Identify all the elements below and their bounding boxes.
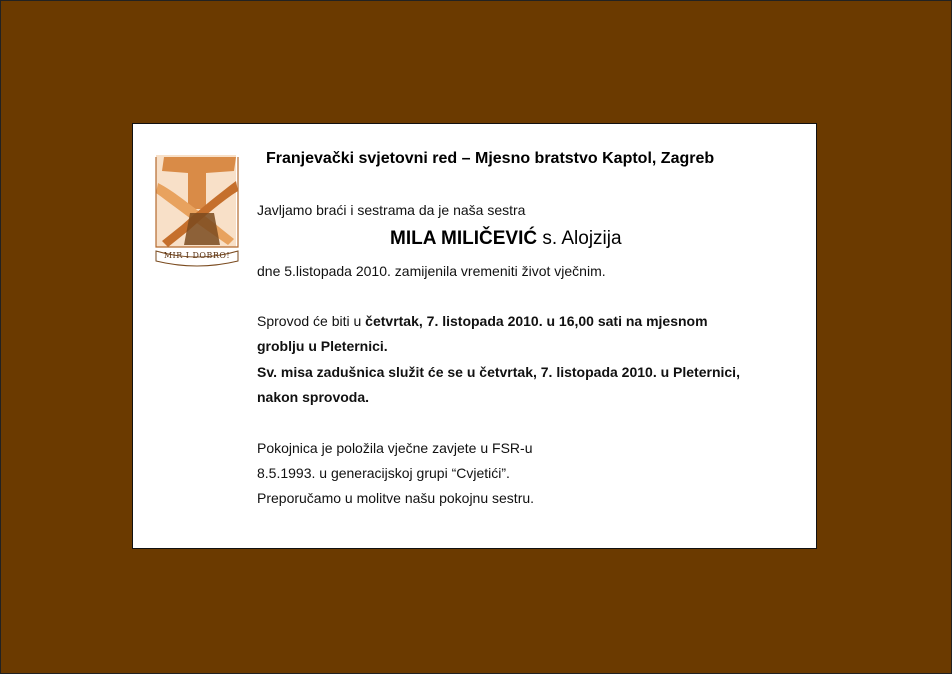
religious-name: s. Alojzija xyxy=(542,228,622,249)
notice-card xyxy=(132,123,817,549)
vows-line-2: 8.5.1993. u generacijskoj grupi “Cvjetići”. xyxy=(257,465,510,481)
funeral-prefix: Sprovod će biti u xyxy=(257,313,366,329)
death-date-text: dne 5.listopada 2010. zamijenila vremeniti život vječnim. xyxy=(257,263,606,279)
funeral-details: četvrtak, 7. listopada 2010. u 16,00 sati na mjesnom xyxy=(365,313,708,329)
funeral-line-2: groblju u Pleternici. xyxy=(257,338,388,354)
mass-line-2: nakon sprovoda. xyxy=(257,389,370,405)
prayer-request: Preporučamo u molitve našu pokojnu sestru. xyxy=(257,490,535,506)
deceased-name: MILA MILIČEVIĆ xyxy=(390,228,538,249)
intro-text: Javljamo braći i sestrama da je naša sestra xyxy=(257,202,526,218)
logo-motto: MIR I DOBRO! xyxy=(163,251,231,260)
mass-line-1: Sv. misa zadušnica služit će se u četvrtak, 7. listopada 2010. u Pleternici, xyxy=(257,364,740,380)
vows-line-1: Pokojnica je položila vječne zavjete u FSR-u xyxy=(257,440,533,456)
franciscan-logo-icon xyxy=(154,153,240,269)
notice-heading: Franjevački svjetovni red – Mjesno bratstvo Kaptol, Zagreb xyxy=(266,150,715,167)
funeral-line-1 xyxy=(257,313,708,329)
deceased-name-line xyxy=(390,228,622,250)
